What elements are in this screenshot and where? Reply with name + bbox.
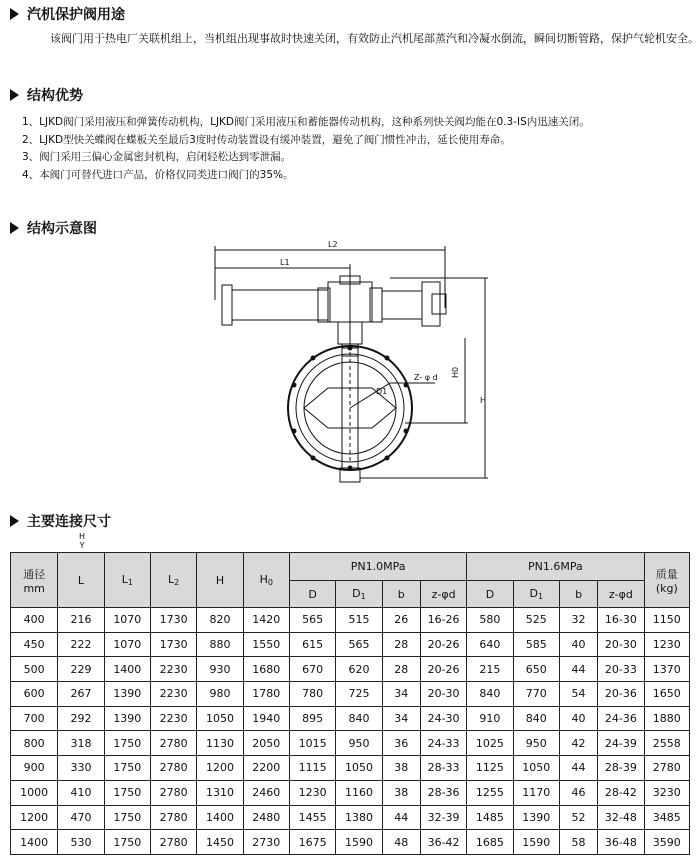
header-mass [644, 553, 689, 608]
triangle-bullet-icon [10, 222, 19, 234]
table-cell: 2460 [243, 780, 289, 805]
header-sub-zd: z-φd [598, 581, 644, 608]
table-cell: 725 [336, 682, 382, 707]
table-cell: 580 [467, 608, 513, 633]
table-cell: 24-36 [598, 706, 644, 731]
table-cell: 2780 [150, 756, 196, 781]
hy-note [79, 532, 85, 550]
table-cell: 1750 [104, 780, 150, 805]
table-cell: 1070 [104, 632, 150, 657]
table-cell: 525 [513, 608, 559, 633]
table-cell: 215 [467, 657, 513, 682]
header-sub-b: b [559, 581, 597, 608]
table-cell: 32 [559, 608, 597, 633]
table-cell: 1150 [644, 608, 689, 633]
table-cell: 1400 [104, 657, 150, 682]
table-cell: 1160 [336, 780, 382, 805]
list-item: 1、LJKD阀门采用液压和弹簧传动机构，LJKD阀门采用液压和蓄能器传动机构，这种系列快关阀均能在0.3-IS内迅速关闭。 [22, 116, 590, 128]
dimensions-section-title [10, 511, 111, 531]
table-cell: 1730 [150, 608, 196, 633]
table-cell: 2230 [150, 657, 196, 682]
table-cell: 880 [197, 632, 243, 657]
table-cell: 1680 [243, 657, 289, 682]
table-cell: 1200 [197, 756, 243, 781]
table-cell: 1750 [104, 805, 150, 830]
table-cell: 2780 [150, 731, 196, 756]
table-cell: 400 [11, 608, 58, 633]
table-cell: 410 [58, 780, 104, 805]
table-row [11, 657, 690, 682]
table-cell: 470 [58, 805, 104, 830]
header-dn-line2: mm [23, 581, 45, 595]
triangle-bullet-icon [10, 89, 19, 101]
table-cell: 3485 [644, 805, 689, 830]
header-sub-d1: $D_1$ [336, 581, 382, 608]
table-cell: 840 [513, 706, 559, 731]
table-cell: 1450 [197, 830, 243, 855]
table-cell: 500 [11, 657, 58, 682]
usage-section-title [10, 4, 125, 24]
table-cell: 32-39 [420, 805, 466, 830]
table-cell: 840 [467, 682, 513, 707]
table-cell: 1050 [336, 756, 382, 781]
table-cell: 800 [11, 731, 58, 756]
table-cell: 36-42 [420, 830, 466, 855]
header-pn16: PN1.6MPa [467, 553, 644, 581]
table-cell: 530 [58, 830, 104, 855]
table-cell: 58 [559, 830, 597, 855]
table-cell: 28 [382, 657, 420, 682]
table-cell: 1050 [513, 756, 559, 781]
table-cell: 34 [382, 682, 420, 707]
table-cell: 28 [382, 632, 420, 657]
table-cell: 1880 [644, 706, 689, 731]
table-cell: 1025 [467, 731, 513, 756]
table-cell: 16-26 [420, 608, 466, 633]
table-cell: 216 [58, 608, 104, 633]
table-cell: 1400 [11, 830, 58, 855]
table-cell: 1750 [104, 830, 150, 855]
table-cell: 450 [11, 632, 58, 657]
table-cell: 980 [197, 682, 243, 707]
header-l2: $L_2$ [150, 553, 196, 608]
table-cell: 1730 [150, 632, 196, 657]
table-cell: 1125 [467, 756, 513, 781]
table-cell: 1115 [289, 756, 335, 781]
table-cell: 222 [58, 632, 104, 657]
table-cell: 1420 [243, 608, 289, 633]
table-cell: 1000 [11, 780, 58, 805]
table-cell: 565 [289, 608, 335, 633]
table-cell: 2558 [644, 731, 689, 756]
table-row [11, 706, 690, 731]
table-cell: 1015 [289, 731, 335, 756]
header-l: L [58, 553, 104, 608]
advantages-section-title [10, 85, 83, 105]
table-cell: 2780 [150, 830, 196, 855]
table-cell: 600 [11, 682, 58, 707]
table-cell: 1390 [104, 706, 150, 731]
table-cell: 24-30 [420, 706, 466, 731]
table-row [11, 608, 690, 633]
table-cell: 20-26 [420, 632, 466, 657]
table-cell: 36 [382, 731, 420, 756]
table-cell: 20-36 [598, 682, 644, 707]
table-cell: 1170 [513, 780, 559, 805]
table-cell: 2780 [644, 756, 689, 781]
table-cell: 40 [559, 706, 597, 731]
table-row [11, 805, 690, 830]
table-cell: 32-48 [598, 805, 644, 830]
table-cell: 40 [559, 632, 597, 657]
l2-label: L2 [328, 240, 338, 249]
table-cell: 20-33 [598, 657, 644, 682]
table-cell: 840 [336, 706, 382, 731]
table-cell: 54 [559, 682, 597, 707]
table-cell: 24-33 [420, 731, 466, 756]
table-cell: 42 [559, 731, 597, 756]
table-cell: 2230 [150, 682, 196, 707]
table-cell: 780 [289, 682, 335, 707]
usage-text: 该阀门用于热电厂关联机组上，当机组出现事故时快速关闭，有效防止汽机尾部蒸汽和冷凝水倒流，瞬间切断管路，保护气轮机安全。 [50, 32, 699, 45]
table-cell: 1675 [289, 830, 335, 855]
dimensions-table [10, 552, 690, 855]
diagram-title-text: 结构示意图 [27, 221, 97, 237]
table-cell: 2780 [150, 805, 196, 830]
table-cell: 1380 [336, 805, 382, 830]
table-cell: 615 [289, 632, 335, 657]
table-cell: 1485 [467, 805, 513, 830]
table-cell: 1750 [104, 756, 150, 781]
list-item: 2、LJKD型快关蝶阀在蝶板关至最后3度时传动装置设有缓冲装置，避免了阀门惯性冲击，延长使用寿命。 [22, 133, 511, 146]
table-cell: 1230 [289, 780, 335, 805]
header-h: H [197, 553, 243, 608]
header-h0: $H_0$ [243, 553, 289, 608]
table-cell: 292 [58, 706, 104, 731]
table-cell: 229 [58, 657, 104, 682]
table-cell: 640 [467, 632, 513, 657]
table-cell: 820 [197, 608, 243, 633]
table-cell: 2480 [243, 805, 289, 830]
table-cell: 700 [11, 706, 58, 731]
table-cell: 44 [382, 805, 420, 830]
l1-label: L1 [280, 258, 290, 267]
table-cell: 1750 [104, 731, 150, 756]
table-cell: 48 [382, 830, 420, 855]
list-item: 3、阀门采用三偏心金属密封机构，启闭轻松达到零泄漏。 [22, 151, 292, 163]
table-row [11, 682, 690, 707]
zd-label: Z- φ d [414, 373, 438, 382]
triangle-bullet-icon [10, 515, 19, 527]
table-cell: 3230 [644, 780, 689, 805]
table-cell: 565 [336, 632, 382, 657]
table-cell: 3590 [644, 830, 689, 855]
table-cell: 670 [289, 657, 335, 682]
table-cell: 910 [467, 706, 513, 731]
table-cell: 1455 [289, 805, 335, 830]
table-cell: 770 [513, 682, 559, 707]
table-cell: 28-33 [420, 756, 466, 781]
table-cell: 26 [382, 608, 420, 633]
table-cell: 2780 [150, 780, 196, 805]
header-sub-d: D [467, 581, 513, 608]
table-cell: 20-30 [598, 632, 644, 657]
table-cell: 330 [58, 756, 104, 781]
table-cell: 930 [197, 657, 243, 682]
table-cell: 2200 [243, 756, 289, 781]
table-cell: 38 [382, 780, 420, 805]
table-cell: 1310 [197, 780, 243, 805]
table-row [11, 780, 690, 805]
table-row [11, 731, 690, 756]
header-dn-line1: 通径 [23, 567, 46, 581]
table-cell: 34 [382, 706, 420, 731]
list-item: 4、本阀门可替代进口产品，价格仅同类进口阀门的35%。 [22, 168, 294, 181]
table-cell: 1230 [644, 632, 689, 657]
table-cell: 515 [336, 608, 382, 633]
h-label: H [480, 396, 487, 405]
table-cell: 1550 [243, 632, 289, 657]
table-cell: 950 [336, 731, 382, 756]
header-sub-d: D [289, 581, 335, 608]
diagram-section-title [10, 218, 97, 238]
table-cell: 1200 [11, 805, 58, 830]
table-cell: 46 [559, 780, 597, 805]
header-sub-b: b [382, 581, 420, 608]
table-cell: 20-26 [420, 657, 466, 682]
table-cell: 1400 [197, 805, 243, 830]
advantages-title-text: 结构优势 [27, 88, 83, 104]
table-cell: 1370 [644, 657, 689, 682]
table-row [11, 830, 690, 855]
table-cell: 620 [336, 657, 382, 682]
table-cell: 28-39 [598, 756, 644, 781]
header-mass-line1: 质量 [655, 567, 678, 581]
usage-title-text: 汽机保护阀用途 [27, 7, 125, 23]
header-pn10: PN1.0MPa [289, 553, 466, 581]
table-cell: 1940 [243, 706, 289, 731]
table-cell: 1685 [467, 830, 513, 855]
table-cell: 2050 [243, 731, 289, 756]
header-sub-d1: $D_1$ [513, 581, 559, 608]
table-cell: 900 [11, 756, 58, 781]
table-cell: 20-30 [420, 682, 466, 707]
table-cell: 585 [513, 632, 559, 657]
header-dn [11, 553, 58, 608]
header-mass-line2: (kg) [655, 581, 678, 595]
table-cell: 16-30 [598, 608, 644, 633]
table-cell: 24-39 [598, 731, 644, 756]
table-cell: 36-48 [598, 830, 644, 855]
table-cell: 950 [513, 731, 559, 756]
table-row [11, 632, 690, 657]
hy-h: H [79, 532, 86, 541]
valve-structure-diagram [200, 238, 500, 496]
table-cell: 1070 [104, 608, 150, 633]
table-cell: 318 [58, 731, 104, 756]
table-cell: 267 [58, 682, 104, 707]
table-cell: 1050 [197, 706, 243, 731]
table-cell: 895 [289, 706, 335, 731]
table-cell: 1780 [243, 682, 289, 707]
triangle-bullet-icon [10, 8, 19, 20]
hy-y: Y [79, 541, 85, 550]
header-sub-zd: z-φd [420, 581, 466, 608]
dimensions-title-text: 主要连接尺寸 [27, 514, 111, 530]
header-l1: $L_1$ [104, 553, 150, 608]
d1-label: D1 [376, 387, 388, 396]
table-cell: 2230 [150, 706, 196, 731]
table-cell: 1255 [467, 780, 513, 805]
table-cell: 650 [513, 657, 559, 682]
table-row [11, 756, 690, 781]
table-cell: 1130 [197, 731, 243, 756]
table-cell: 38 [382, 756, 420, 781]
table-cell: 44 [559, 657, 597, 682]
table-cell: 28-36 [420, 780, 466, 805]
h0-label: H0 [451, 366, 460, 378]
table-cell: 52 [559, 805, 597, 830]
table-cell: 28-42 [598, 780, 644, 805]
advantages-list [22, 114, 590, 184]
table-cell: 2730 [243, 830, 289, 855]
table-cell: 1390 [104, 682, 150, 707]
table-cell: 1590 [336, 830, 382, 855]
table-cell: 1590 [513, 830, 559, 855]
table-cell: 1390 [513, 805, 559, 830]
table-cell: 44 [559, 756, 597, 781]
table-cell: 1650 [644, 682, 689, 707]
